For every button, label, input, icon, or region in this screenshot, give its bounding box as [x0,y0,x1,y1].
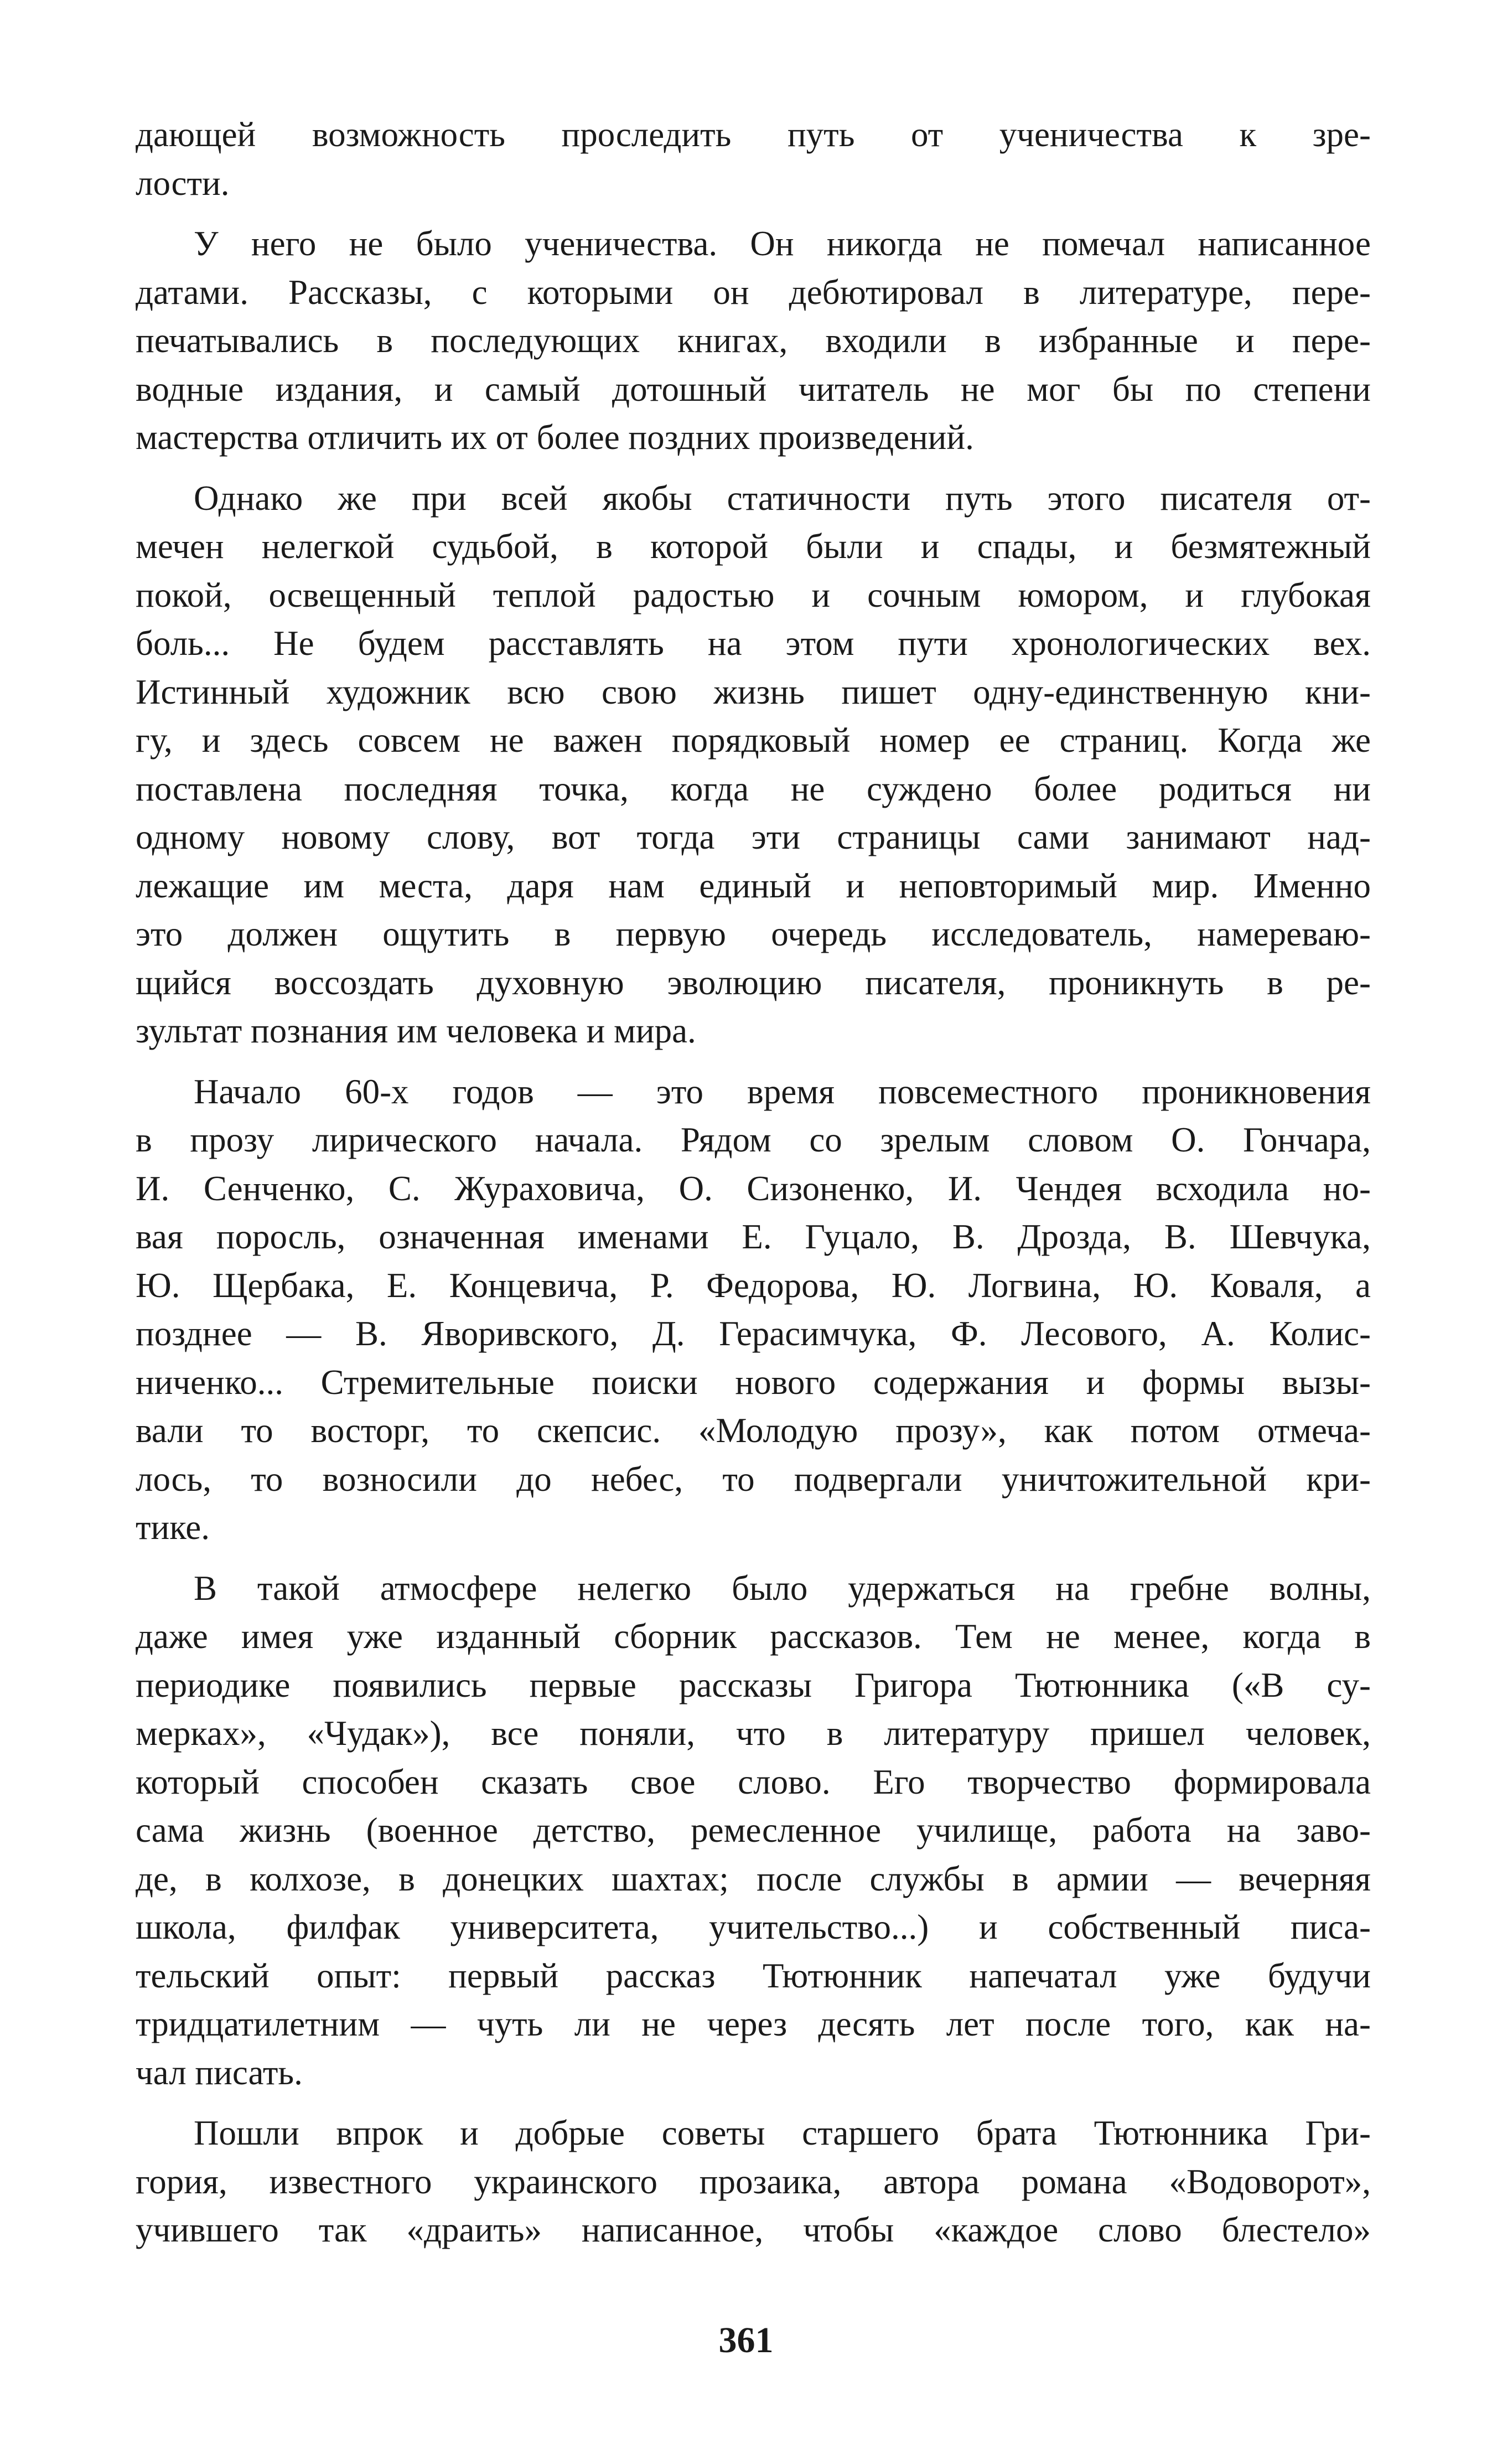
text-line: вали то восторг, то скепсис. «Молодую прозу», как потом отмеча- [136,1411,1371,1450]
page-number: 361 [718,2320,774,2360]
page-body [136,111,1371,2267]
text-line: лось, то возносили до небес, то подвергали уничтожительной кри- [136,1459,1371,1499]
text-line: гу, и здесь совсем не важен порядковый номер ее страниц. Когда же [136,721,1371,760]
paragraph [136,1068,1371,1552]
text-line: поставлена последняя точка, когда не суждено более родиться ни [136,769,1371,808]
text-line: мечен нелегкой судьбой, в которой были и спады, и безмятежный [136,527,1371,566]
text-line: школа, филфак университета, учительство...) и собственный писа- [136,1908,1371,1946]
text-line: тике. [136,1508,210,1547]
text-line: ниченко... Стремительные поиски нового содержания и формы вызы- [136,1362,1371,1402]
text-line: Пошли впрок и добрые советы старшего брата Тютюнника Гри- [194,2114,1371,2152]
text-line: боль... Не будем расставлять на этом пути хронологических вех. [136,624,1371,663]
text-line: Однако же при всей якобы статичности путь этого писателя от- [194,478,1371,518]
text-line: тридцатилетним — чуть ли не через десять лет после того, как на- [136,2005,1371,2043]
text-line: который способен сказать свое слово. Его творчество формировала [136,1762,1371,1801]
text-line: периодике появились первые рассказы Григора Тютюнника («В су- [136,1665,1371,1704]
text-line: лежащие им места, даря нам единый и неповторимый мир. Именно [136,866,1371,905]
text-line: Начало 60-х годов — это время повсеместного проникновения [194,1072,1371,1111]
text-line: тельский опыт: первый рассказ Тютюнник напечатал уже будучи [136,1956,1371,1995]
paragraph [136,474,1371,1056]
text-line: датами. Рассказы, с которыми он дебютировал в литературе, пере- [136,272,1371,312]
text-line: де, в колхозе, в донецких шахтах; после службы в армии — вечерняя [136,1859,1371,1898]
text-line: гория, известного украинского прозаика, автора романа «Водоворот», [136,2162,1371,2201]
text-line: Ю. Щербака, Е. Концевича, Р. Федорова, Ю. Логвина, Ю. Коваля, а [136,1265,1371,1305]
text-line: вая поросль, означенная именами Е. Гуцало, В. Дрозда, В. Шевчука, [136,1217,1371,1256]
text-line: щийся воссоздать духовную эволюцию писателя, проникнуть в ре- [136,963,1371,1002]
text-line: чал писать. [136,2053,303,2092]
text-line: мастерства отличить их от более поздних произведений. [136,418,974,457]
text-line: водные издания, и самый дотошный читатель не мог бы по степени [136,369,1371,409]
paragraph [136,111,1371,208]
text-line: учившего так «драить» написанное, чтобы «каждое слово блестело» [136,2210,1371,2249]
text-line: дающей возможность проследить путь от ученичества к зре- [136,115,1371,154]
text-line: зультат познания им человека и мира. [136,1011,696,1050]
text-line: даже имея уже изданный сборник рассказов. Тем не менее, когда в [136,1617,1371,1656]
paragraph [136,2109,1371,2255]
text-line: позднее — В. Яворивского, Д. Герасимчука, Ф. Лесового, А. Колис- [136,1314,1371,1353]
text-line: в прозу лирического начала. Рядом со зрелым словом О. Гончара, [136,1120,1371,1159]
text-line: покой, освещенный теплой радостью и сочным юмором, и глубокая [136,575,1371,614]
paragraph [136,1564,1371,2098]
text-line: сама жизнь (военное детство, ремесленное училище, работа на заво- [136,1811,1371,1850]
paragraph [136,220,1371,462]
text-line: И. Сенченко, С. Жураховича, О. Сизоненко, И. Чендея всходила но- [136,1169,1371,1208]
text-line: одному новому слову, вот тогда эти страницы сами занимают над- [136,818,1371,856]
text-line: Истинный художник всю свою жизнь пишет одну-единственную кни- [136,672,1371,711]
text-line: У него не было ученичества. Он никогда не помечал написанное [194,224,1371,263]
text-line: В такой атмосфере нелегко было удержаться на гребне волны, [194,1568,1371,1608]
text-line: это должен ощутить в первую очередь исследователь, намереваю- [136,915,1371,953]
text-line: лости. [136,163,230,203]
text-line: печатывались в последующих книгах, входили в избранные и пере- [136,321,1371,360]
text-line: мерках», «Чудак»), все поняли, что в литературу пришел человек, [136,1714,1371,1753]
